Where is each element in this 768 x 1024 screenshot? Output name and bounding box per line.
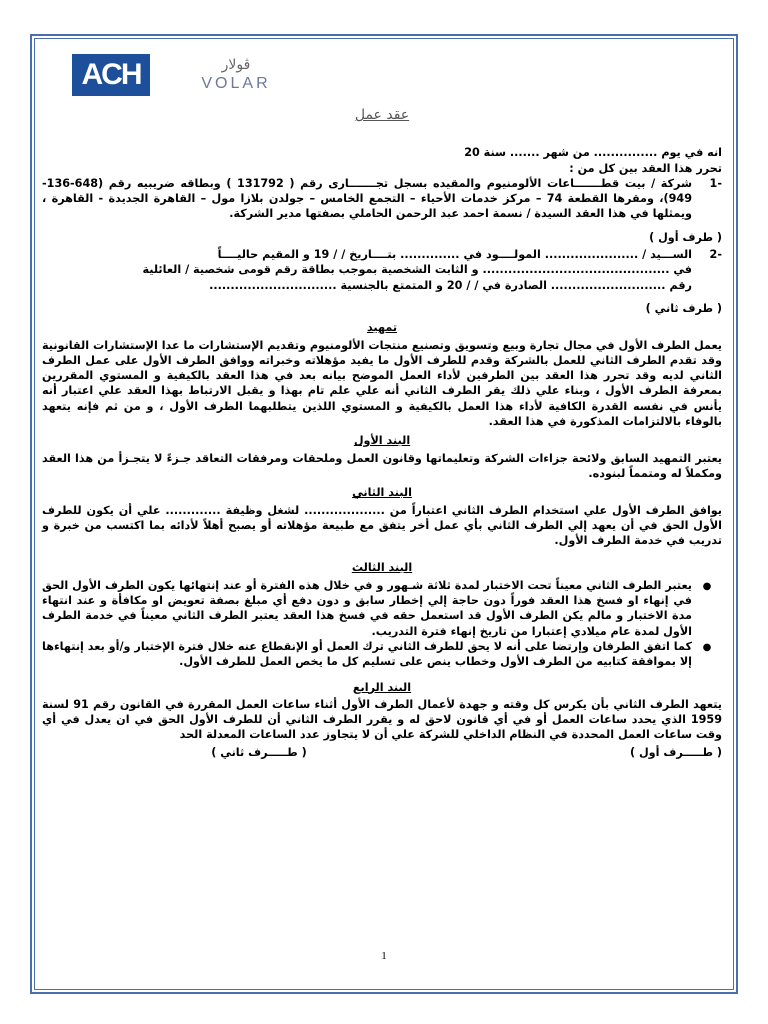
- clause-4-text: يتعهد الطرف الثاني بأن يكرس كل وقته و جهدة لأعمال الطرف الأول أثناء ساعات العمل المقررة في القانون رقم 91 لسنة 1959 الذي يحدد ساعات العمل أو في أي قانون لاحق له و يقرر الطرف الثاني أن للطرف الأول الحق في ان يعدل في أي وقت ساعات العمل المحددة في النظام الداخلي للشركة علي أن لا يتجاوز عدد الساعات المعدلة الحد: [42, 697, 722, 742]
- signature-labels: ( طـــــرف أول ) ( طـــــرف ثاني ): [211, 745, 722, 759]
- clause-2-text: يوافق الطرف الأول علي استخدام الطرف الثاني اعتباراً من ................... لشغل وظيفة ............. علي أن يكون للطرف الأول الحق في أن يعهد إلي الطرف الثاني بأي عمل أخر يتفق مع طبيعة مؤهلاته أو يصبح أهلاً لأدائه بما اكتسب من خبرة و تدريب في خدمة الطرف الأول.: [42, 503, 722, 548]
- clause-3-bullet: [42, 578, 722, 639]
- clause-3-bullet-text: كما اتفق الطرفان وإرتضا على أنه لا يحق للطرف الثاني ترك العمل أو الإنقطاع عنه خلال فترة الإختبار و/أو بعد إنتهاءها إلا بموافقة كتابيه من الطرف الأول وخطاب ينص على تسليم كل ما يخص العمل للطرف الأول.: [42, 639, 692, 669]
- party-two-label: ( طرف ثاني ): [645, 301, 722, 315]
- volar-logo-arabic: ڤولار: [221, 57, 251, 73]
- party-one-label: ( طرف أول ): [649, 230, 722, 244]
- page-number: 1: [381, 950, 387, 962]
- clause-1-heading: البند الأول: [353, 434, 411, 448]
- clause-4-heading: البند الرابع: [352, 680, 412, 694]
- party-two-text: [42, 247, 692, 293]
- clause-3-bullet: [42, 639, 722, 670]
- clause-1-text: يعتبر التمهيد السابق ولائحة جزاءات الشركة وتعليماتها وقانون العمل وملحقات ومرفقات التعاقد جـزءً لا يتجـزأ من هذا العقد ومكملاً له ومتمماً لبنوده.: [42, 451, 722, 480]
- clause-3-heading: البند الثالث: [351, 561, 413, 575]
- contract-document: [42, 104, 722, 760]
- intro-date-line: انه في يوم ............... من شهر ....... سنة 20: [464, 146, 722, 160]
- bullet-icon: ●: [702, 580, 712, 592]
- intro-parties-line: تحرر هذا العقد بين كل من :: [569, 161, 722, 175]
- party-two-number: -2: [709, 248, 722, 262]
- party-one: [42, 176, 722, 222]
- party-two-line-3: رقم ........................... الصادرة في / / 20 و المتمتع بالجنسية ..............................: [209, 278, 692, 292]
- volar-logo-latin: VOLAR: [201, 75, 271, 92]
- ach-logo-text: ACH: [81, 58, 141, 91]
- party-one-text: شركة / بيت قطـــــــاعات الألومنيوم والمقيده بسجل تجـــــــارى رقم ( 131792 ) وبطاقه ضريبيه رقم (648-136-949)، ومقرها القطعة 74 – مركز خدمات الأحياء – التجمع الخامس – جولدن بلازا مول – القاهرة الجديدة - القاهرة ، ويمثلها في هذا العقد السيدة / نسمة احمد عبد الرحمن الحاملي بصفتها مدير الشركة.: [42, 176, 692, 221]
- volar-logo: [176, 56, 296, 98]
- document-title: عقد عمل: [354, 107, 410, 123]
- clause-2-heading: البند الثاني: [352, 486, 412, 500]
- bullet-icon: ●: [702, 641, 712, 653]
- preamble-text: يعمل الطرف الأول في مجال تجارة وبيع وتسويق وتصنيع منتجات الألومنيوم وتقديم الإستشارات ما عدا الإستشارات القانونية وقد تقدم الطرف الثاني للعمل بالشركة وقدم للطرف الأول ما يفيد مؤهلاته وخبراته ووافق الطرف الأول على عمل الطرف الثاني لديه وقد تحرر هذا العقد بين الطرفين لأداء العمل الموضح بيانه بعد في هذا العقد بالكيفية و المستوي المقررين بمعرفة الطرف الأول ، وبناء علي ذلك يقر الطرف الثاني أنه علي علم تام بهذا و يقبل الارتباط بهذا العقد علي اعتبار أنه يأنس في نفسه القدرة الكافية لأداء هذا العمل بالكيفية و المستوي اللذين يتطلبهما الطرف الأول ، و من ثم فإنه يتعهد بالوفاء بالالتزامات المذكورة في هذا العقد.: [42, 338, 722, 429]
- party-two-line-2: في ............................................ و الثابت الشخصية بموجب بطاقة رقم قومى شخصية / العائلية: [142, 263, 692, 277]
- clause-3-bullet-text: يعتبر الطرف الثاني معيناً تحت الاختبار لمدة ثلاثة شـهور و في خلال هذه الفترة أو عند إنتهائها يكون الطرف الأول الحق في إنهاء او فسخ هذا العقد فوراً دون حاجة إلي إخطار سابق و دون دفع أي مبلغ بصفة تعويض او مكافأة و عند انتهاء مدة الاختبار و مالم يكن الطرف الأول قد استعمل حقه في فسخ هذا العقد يعتبر الطرف الثاني معيناً في خدمة الطرف الأول لمدة عام ميلادي إعتبارا من تاريخ إنهاء فترة التدريب.: [42, 578, 692, 638]
- party-two: [42, 247, 722, 293]
- party-one-number: -1: [709, 176, 722, 190]
- preamble-heading: تمهيد: [366, 321, 398, 335]
- ach-logo: [72, 54, 150, 96]
- party-two-line-1: الســـيد / ...................... المولــــود في .............. بتــــاريخ / / 19 و المقيم حاليــــاً: [217, 248, 692, 262]
